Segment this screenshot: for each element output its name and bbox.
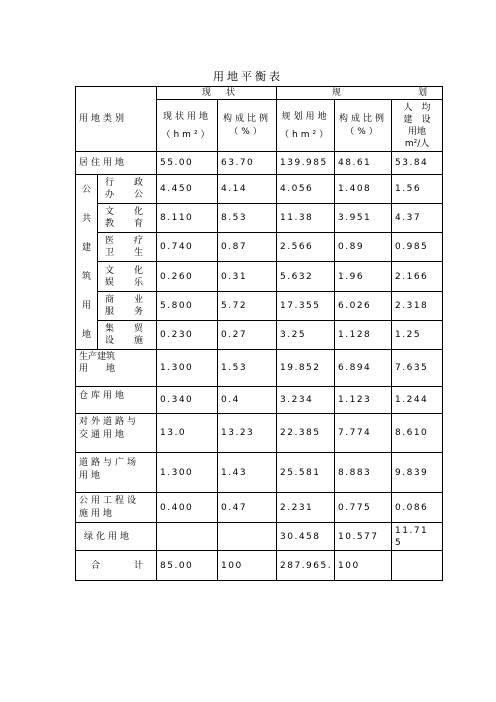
per-capita-cell [392,523,443,551]
current-ratio-header-text: 构成比例 [223,113,272,124]
group-char-3: 建 [81,242,91,253]
table-title: 用地平衡表 [213,70,283,83]
row-label-line-1: 行 政 [105,178,144,189]
current-ratio-cell: 1.53 [218,350,277,387]
group-char-2: 共 [81,213,91,224]
row-label [98,233,157,262]
per-capita-cell: 0.086 [392,493,443,523]
per-capita-header-line-3: 用地 [408,126,427,137]
planned-area-header-text: 规划用地 [281,111,330,122]
per-capita-line-1: 11.71 [395,525,429,536]
planned-area-cell: 3.234 [277,387,335,414]
per-capita-cell: 53.84 [392,152,443,175]
table-row-residential [76,152,443,175]
current-ratio-cell: 8.53 [218,204,277,233]
row-label [76,551,157,581]
current-ratio-cell: 5.72 [218,291,277,320]
current-ratio-cell: 13.23 [218,414,277,453]
public-building-group-label [76,175,98,350]
per-capita-cell: 1.25 [392,320,443,349]
planned-group-char-1: 规 [332,88,342,98]
planned-area-cell: 19.852 [277,350,335,387]
row-label [76,414,157,453]
row-label [98,291,157,320]
per-capita-header-line-1: 人 均 [403,102,431,113]
per-capita-header-line-4: m²/人 [404,138,430,149]
current-area-cell: 0.230 [157,320,218,349]
row-label: 绿化用地 [76,523,157,551]
current-group-header [157,87,277,100]
current-area-cell: 0.340 [157,387,218,414]
planned-area-header-unit: （hm²） [280,129,332,140]
row-label-char-1: 合 [91,560,101,571]
current-area-cell: 1.300 [157,453,218,493]
current-group-char-1: 现 [202,88,212,98]
land-balance-table [75,86,443,581]
row-label-line-1: 对外道路与 [79,417,140,427]
current-ratio-cell: 100 [218,551,277,581]
current-ratio-cell: 0.4 [218,387,277,414]
planned-group-char-2: 划 [418,88,428,98]
row-label [76,453,157,493]
current-area-cell: 85.00 [157,551,218,581]
current-area-cell: 8.110 [157,204,218,233]
table-row-roads-squares [76,453,443,493]
current-ratio-cell: 63.70 [218,152,277,175]
row-label-line-2: 卫 生 [105,248,144,259]
per-capita-cell: 1.244 [392,387,443,414]
row-label-line-2: 用 地 [79,364,116,374]
planned-ratio-cell: 1.96 [335,262,392,291]
table-row-production [76,350,443,387]
current-area-header-text: 现状用地 [163,111,212,122]
planned-area-cell: 25.581 [277,453,335,493]
planned-ratio-cell: 8.883 [335,453,392,493]
current-ratio-cell [218,523,277,551]
planned-ratio-header-unit: （%） [345,126,381,137]
planned-area-cell: 3.25 [277,320,335,349]
per-capita-header [392,100,443,152]
per-capita-cell [392,551,443,581]
planned-ratio-cell: 48.61 [335,152,392,175]
planned-ratio-cell: 6.894 [335,350,392,387]
row-label: 居住用地 [76,152,157,175]
row-label-line-1: 道路与广场 [79,457,140,468]
table-row-culture-ent [76,262,443,291]
current-ratio-header [218,100,277,152]
row-label-line-2: 交通用地 [79,430,128,440]
current-area-cell: 1.300 [157,350,218,387]
planned-area-cell: 139.985 [277,152,335,175]
per-capita-cell: 2.166 [392,262,443,291]
current-group-char-2: 状 [226,88,236,98]
row-label-line-2: 服 务 [105,306,144,317]
planned-area-cell: 2.231 [277,493,335,523]
row-label-line-1: 文 化 [105,265,144,276]
per-capita-cell: 2.318 [392,291,443,320]
table-row-utilities [76,493,443,523]
planned-area-cell: 17.355 [277,291,335,320]
land-type-header: 用地类别 [76,87,157,152]
current-ratio-cell: 0.27 [218,320,277,349]
row-label-text: 仓库用地 [79,391,128,401]
current-area-header [157,100,218,152]
planned-ratio-cell: 1.408 [335,175,392,204]
table-row-warehouse [76,387,443,414]
planned-ratio-cell: 1.123 [335,387,392,414]
planned-group-header [277,87,443,100]
current-ratio-cell: 0.31 [218,262,277,291]
current-area-cell: 0.260 [157,262,218,291]
row-label [98,204,157,233]
planned-ratio-cell: 1.128 [335,320,392,349]
row-label-line-1: 文 化 [105,207,144,218]
table-row-admin [76,175,443,204]
row-label-line-2: 办 公 [105,190,144,201]
planned-ratio-cell: 100 [335,551,392,581]
planned-area-cell: 4.056 [277,175,335,204]
planned-area-cell: 287.965. [277,551,335,581]
current-area-cell: 13.0 [157,414,218,453]
current-area-cell [157,523,218,551]
table-row-total [76,551,443,581]
planned-ratio-header-text: 构成比例 [339,113,388,124]
table-row-medical [76,233,443,262]
header-row-1 [76,87,443,100]
planned-ratio-header [335,100,392,152]
row-label [76,387,157,414]
planned-ratio-cell: 0.89 [335,233,392,262]
per-capita-cell: 8.610 [392,414,443,453]
planned-ratio-cell: 0.775 [335,493,392,523]
current-ratio-header-unit: （%） [229,126,265,137]
planned-ratio-cell: 7.774 [335,414,392,453]
current-area-cell: 55.00 [157,152,218,175]
table-row-external-traffic [76,414,443,453]
current-area-cell: 5.800 [157,291,218,320]
row-label-line-2: 施用地 [79,508,116,519]
row-label-line-2: 教 育 [105,219,144,230]
current-ratio-cell: 1.43 [218,453,277,493]
current-area-cell: 0.740 [157,233,218,262]
row-label-line-1: 公用工程设 [79,495,140,506]
per-capita-cell: 1.56 [392,175,443,204]
per-capita-cell: 4.37 [392,204,443,233]
current-area-cell: 0.400 [157,493,218,523]
planned-ratio-cell: 10.577 [335,523,392,551]
planned-area-cell: 2.566 [277,233,335,262]
row-label-line-2: 用地 [79,470,104,481]
table-row-trade [76,320,443,349]
group-char-5: 用 [81,300,91,311]
per-capita-header-line-2: 建 设 [403,114,431,125]
table-row-green [76,523,443,551]
planned-ratio-cell: 6.026 [335,291,392,320]
row-label [76,350,157,387]
planned-area-cell: 5.632 [277,262,335,291]
planned-ratio-cell: 3.951 [335,204,392,233]
current-ratio-cell: 0.47 [218,493,277,523]
row-label-char-2: 计 [134,560,144,571]
table-row-culture-edu [76,204,443,233]
group-char-6: 地 [81,329,91,340]
row-label-line-1: 医 疗 [105,236,144,247]
group-char-1: 公 [81,184,91,195]
planned-area-cell: 22.385 [277,414,335,453]
planned-area-header [277,100,335,152]
row-label-line-1: 商 业 [105,294,144,305]
planned-area-cell: 30.458 [277,523,335,551]
table-row-commerce [76,291,443,320]
per-capita-cell: 9.839 [392,453,443,493]
current-area-cell: 4.450 [157,175,218,204]
per-capita-cell: 0.985 [392,233,443,262]
row-label [76,493,157,523]
per-capita-cell: 7.635 [392,350,443,387]
row-label-line-2: 娱 乐 [105,277,144,288]
row-label-line-1: 集 贸 [105,323,144,334]
current-area-header-unit: （hm²） [161,129,213,140]
row-label [98,320,157,349]
row-label [98,262,157,291]
per-capita-line-2: 5 [395,537,403,548]
row-label [98,175,157,204]
group-char-4: 筑 [81,271,91,282]
row-label-line-1: 生产建筑 [79,352,116,362]
row-label-line-2: 设 施 [105,335,144,346]
current-ratio-cell: 4.14 [218,175,277,204]
current-ratio-cell: 0.87 [218,233,277,262]
planned-area-cell: 11.38 [277,204,335,233]
